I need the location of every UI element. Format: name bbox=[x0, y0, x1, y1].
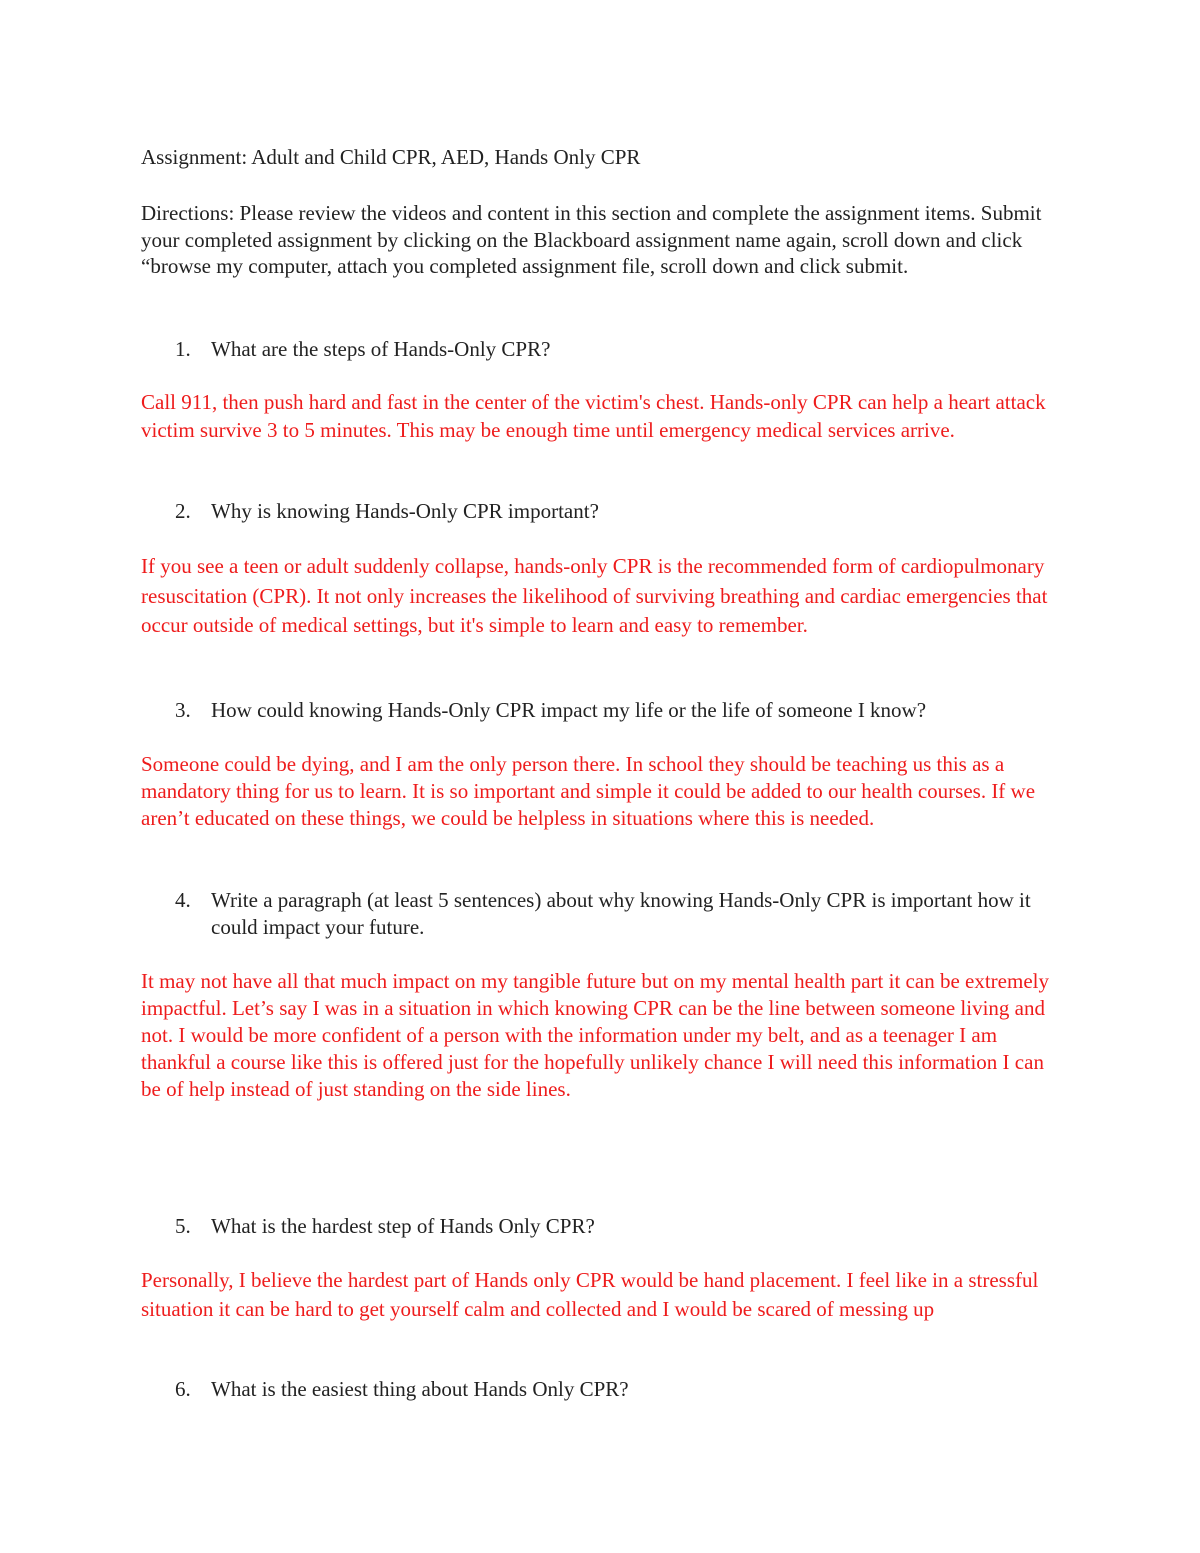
question-number: 3. bbox=[175, 698, 191, 722]
question-1 bbox=[175, 336, 1055, 363]
question-text: What is the easiest thing about Hands Only CPR? bbox=[211, 1377, 629, 1401]
assignment-title: Assignment: Adult and Child CPR, AED, Hands Only CPR bbox=[141, 145, 641, 169]
question-number: 6. bbox=[175, 1377, 191, 1401]
answer-3: Someone could be dying, and I am the only person there. In school they should be teaching us this as a mandatory thing for us to learn. It is so important and simple it could be added to our health courses. If we aren’t educated on these things, we could be helpless in situations where this is needed. bbox=[141, 752, 1036, 830]
question-2 bbox=[175, 498, 1055, 525]
question-number: 5. bbox=[175, 1214, 191, 1238]
question-6 bbox=[175, 1376, 1055, 1403]
answer-2: If you see a teen or adult suddenly collapse, hands-only CPR is the recommended form of cardiopulmonary resuscitation (CPR). It not only increases the likelihood of surviving breathing and cardiac emergencies that occur outside of medical settings, but it's simple to learn and easy to remember. bbox=[141, 554, 1048, 637]
directions-paragraph: Directions: Please review the videos and content in this section and complete the assignment items. Submit your completed assignment by clicking on the Blackboard assignment name again, scroll down and click “browse my computer, attach you completed assignment file, scroll down and click submit. bbox=[141, 201, 1042, 278]
question-text: Write a paragraph (at least 5 sentences) about why knowing Hands-Only CPR is important how it could impact your future. bbox=[211, 888, 1031, 939]
answer-5: Personally, I believe the hardest part of Hands only CPR would be hand placement. I feel like in a stressful situation it can be hard to get yourself calm and collected and I would be scared of messing up bbox=[141, 1268, 1039, 1321]
question-number: 1. bbox=[175, 337, 191, 361]
question-5 bbox=[175, 1213, 1055, 1240]
answer-4: It may not have all that much impact on my tangible future but on my mental health part it can be extremely impactful. Let’s say I was in a situation in which knowing CPR can be the line between someone living and not. I would be more confident of a person with the information under my belt, and as a teenager I am thankful a course like this is offered just for the hopefully unlikely chance I will need this information I can be of help instead of just standing on the side lines. bbox=[141, 969, 1049, 1101]
question-3 bbox=[175, 697, 1055, 724]
answer-1: Call 911, then push hard and fast in the center of the victim's chest. Hands-only CPR can help a heart attack victim survive 3 to 5 minutes. This may be enough time until emergency medical services arrive. bbox=[141, 390, 1046, 442]
question-text: What is the hardest step of Hands Only CPR? bbox=[211, 1214, 595, 1238]
question-text: Why is knowing Hands-Only CPR important? bbox=[211, 499, 599, 523]
question-text: What are the steps of Hands-Only CPR? bbox=[211, 337, 551, 361]
question-4 bbox=[175, 887, 1055, 940]
question-number: 4. bbox=[175, 888, 191, 912]
question-text: How could knowing Hands-Only CPR impact my life or the life of someone I know? bbox=[211, 698, 927, 722]
question-number: 2. bbox=[175, 499, 191, 523]
